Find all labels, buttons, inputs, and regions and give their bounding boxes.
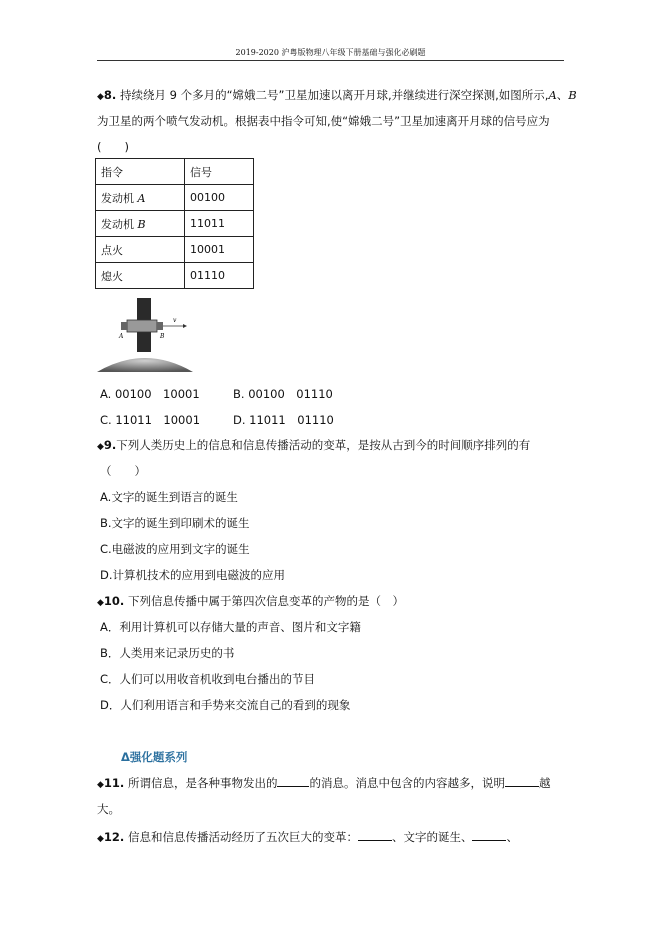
cmd-var: B bbox=[137, 217, 146, 231]
arrow-head-icon bbox=[183, 324, 187, 328]
table-cell-cmd bbox=[96, 185, 185, 211]
question-12-number: 12. bbox=[103, 830, 125, 844]
table-row bbox=[96, 263, 254, 289]
option-9b[interactable]: B.文字的诞生到印刷术的诞生 bbox=[100, 516, 250, 530]
question-10-line1 bbox=[97, 593, 404, 609]
question-8-line1 bbox=[97, 87, 577, 103]
separator: 、 bbox=[556, 88, 569, 102]
cmd-text: 发动机 bbox=[101, 217, 134, 231]
question-9-number: 9. bbox=[103, 438, 117, 452]
answer-blank[interactable] bbox=[505, 775, 539, 787]
satellite-figure bbox=[97, 296, 193, 372]
option-10b[interactable]: B．人类用来记录历史的书 bbox=[100, 646, 235, 660]
figure-label-a: A bbox=[119, 333, 124, 340]
answer-blank[interactable] bbox=[277, 775, 309, 787]
question-10-text: 下列信息传播中属于第四次信息变革的产物的是（ ） bbox=[127, 594, 404, 608]
option-9d[interactable]: D.计算机技术的应用到电磁波的应用 bbox=[100, 568, 286, 582]
question-11-number: 11. bbox=[103, 776, 125, 790]
option-8d[interactable]: D. 11011 01110 bbox=[233, 413, 334, 427]
table-header-cmd: 指令 bbox=[96, 159, 185, 185]
table-row bbox=[96, 237, 254, 263]
diamond-marker-icon: ◆ bbox=[97, 780, 104, 790]
option-8a[interactable]: A. 00100 10001 bbox=[100, 387, 200, 401]
option-8b[interactable]: B. 00100 01110 bbox=[233, 387, 333, 401]
moon-surface bbox=[97, 358, 193, 372]
option-9a[interactable]: A.文字的诞生到语言的诞生 bbox=[100, 490, 238, 504]
question-11-text-3: 越 bbox=[538, 776, 551, 790]
question-9-paren: （ ） bbox=[100, 464, 146, 478]
figure-label-b: B bbox=[160, 333, 165, 340]
table-cell-signal: 01110 bbox=[185, 263, 254, 289]
diamond-marker-icon: ◆ bbox=[97, 834, 104, 844]
table-cell-cmd: 熄火 bbox=[96, 263, 185, 289]
table-cell-cmd bbox=[96, 211, 185, 237]
diamond-marker-icon: ◆ bbox=[97, 92, 104, 102]
question-11-line1 bbox=[97, 775, 550, 791]
table-cell-cmd: 点火 bbox=[96, 237, 185, 263]
question-12-text-1: 信息和信息传播活动经历了五次巨大的变革： bbox=[127, 830, 358, 844]
option-10c[interactable]: C．人们可以用收音机收到电台播出的节目 bbox=[100, 672, 316, 686]
engine-a bbox=[121, 322, 127, 330]
question-12-text-3: 、 bbox=[506, 830, 518, 844]
signal-table bbox=[95, 158, 254, 289]
question-9-text: 下列人类历史上的信息和信息传播活动的变革，是按从古到今的时间顺序排列的有 bbox=[116, 438, 531, 452]
section-title: Δ强化题系列 bbox=[121, 750, 188, 764]
question-12-line1 bbox=[97, 829, 518, 845]
satellite-body bbox=[127, 320, 157, 332]
page-header: 2019-2020 沪粤版物理八年级下册基础与强化必刷题 bbox=[235, 48, 426, 57]
table-header-row bbox=[96, 159, 254, 185]
engine-b-label: B bbox=[568, 88, 577, 102]
question-8-line2: 为卫星的两个喷气发动机。根据表中指令可知,使“嫦娥二号”卫星加速离开月球的信号应为 bbox=[97, 114, 550, 128]
engine-b bbox=[157, 322, 163, 330]
question-12-text-2: 、文字的诞生、 bbox=[391, 830, 473, 844]
question-11-text-2: 的消息。消息中包含的内容越多，说明 bbox=[309, 776, 505, 790]
option-10a[interactable]: A．利用计算机可以存储大量的声音、图片和文字籍 bbox=[100, 620, 361, 634]
question-8-number: 8. bbox=[103, 88, 117, 102]
solar-panel-bottom bbox=[137, 330, 151, 352]
question-11-line2: 大。 bbox=[97, 802, 120, 816]
question-10-number: 10. bbox=[103, 594, 125, 608]
cmd-var: A bbox=[137, 191, 146, 205]
cmd-text: 发动机 bbox=[101, 191, 134, 205]
question-9-line1 bbox=[97, 437, 530, 453]
question-11-text-1: 所谓信息，是各种事物发出的 bbox=[127, 776, 278, 790]
option-8c[interactable]: C. 11011 10001 bbox=[100, 413, 201, 427]
velocity-label: v bbox=[173, 317, 177, 324]
diamond-marker-icon: ◆ bbox=[97, 598, 104, 608]
header-divider bbox=[97, 60, 564, 61]
table-cell-signal: 10001 bbox=[185, 237, 254, 263]
option-10d[interactable]: D．人们利用语言和手势来交流自己的看到的现象 bbox=[100, 698, 351, 712]
table-cell-signal: 00100 bbox=[185, 185, 254, 211]
table-row bbox=[96, 211, 254, 237]
question-8-text: 持续绕月 9 个多月的“嫦娥二号”卫星加速以离开月球,并继续进行深空探测,如图所示, bbox=[119, 88, 549, 102]
table-cell-signal: 11011 bbox=[185, 211, 254, 237]
diamond-marker-icon: ◆ bbox=[97, 442, 104, 452]
table-row bbox=[96, 185, 254, 211]
answer-blank[interactable] bbox=[358, 829, 392, 841]
table-header-signal: 信号 bbox=[185, 159, 254, 185]
option-9c[interactable]: C.电磁波的应用到文字的诞生 bbox=[100, 542, 250, 556]
engine-a-label: A bbox=[548, 88, 557, 102]
solar-panel-top bbox=[137, 298, 151, 322]
question-8-paren: ( ) bbox=[97, 140, 129, 154]
answer-blank[interactable] bbox=[472, 829, 506, 841]
